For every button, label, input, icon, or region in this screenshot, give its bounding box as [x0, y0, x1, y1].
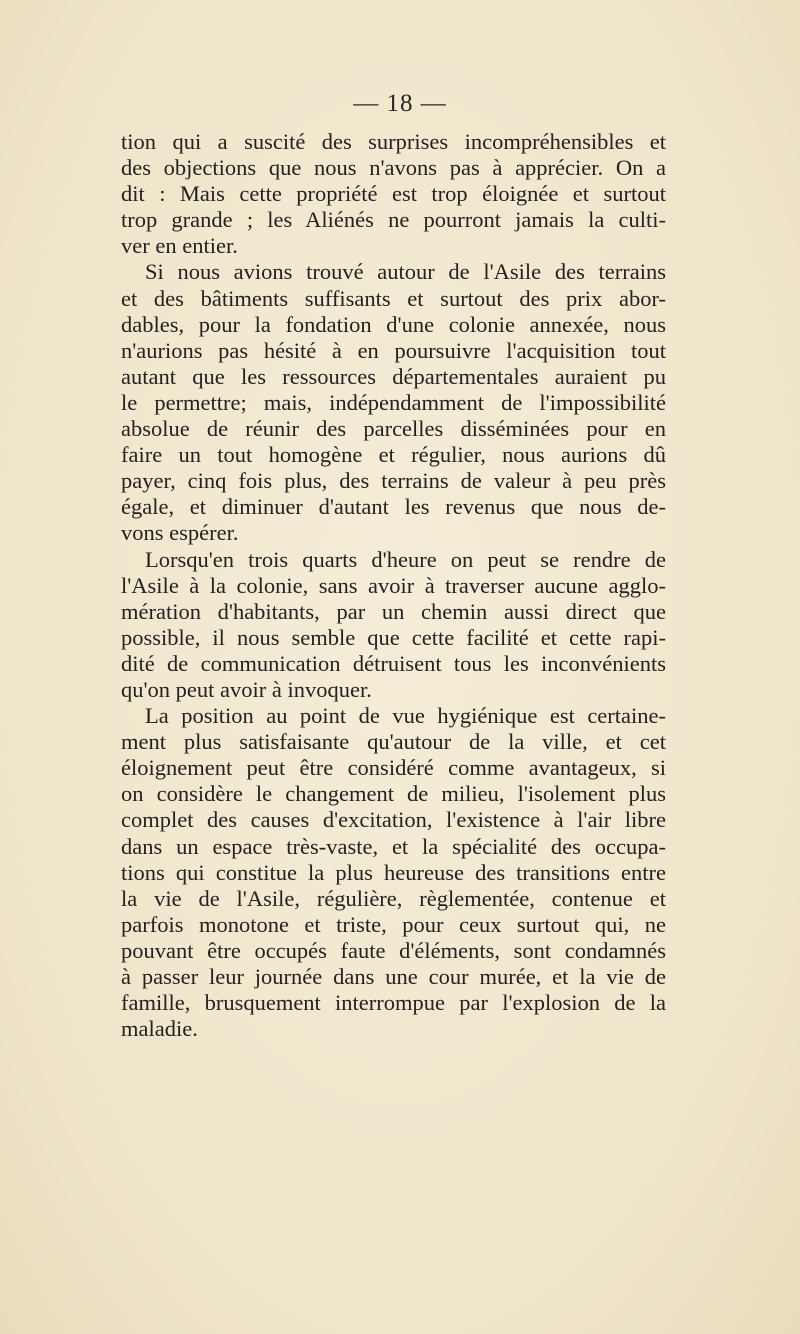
text-line: vons espérer. [121, 520, 239, 546]
text-line: trop grande ; les Aliénés ne pourront jamais la culti- [121, 207, 666, 233]
text-line: faire un tout homogène et régulier, nous aurions dû [121, 442, 666, 468]
text-line: la vie de l'Asile, régulière, règlementée, contenue et [121, 885, 666, 911]
text-line: le permettre; mais, indépendamment de l'impossibilité [121, 389, 666, 415]
text-line: ment plus satisfaisante qu'autour de la ville, et cet [121, 729, 666, 755]
text-line: possible, il nous semble que cette facilité et cette rapi- [121, 624, 666, 650]
text-line: complet des causes d'excitation, l'existence à l'air libre [121, 807, 666, 833]
text-line: dans un espace très-vaste, et la spécialité des occupa- [121, 833, 666, 859]
text-line: absolue de réunir des parcelles disséminées pour en [121, 416, 666, 442]
page-number: — 18 — [353, 90, 447, 117]
text-line: Si nous avions trouvé autour de l'Asile des terrains [145, 259, 666, 285]
text-line: éloignement peut être considéré comme avantageux, si [121, 755, 666, 781]
text-line: et des bâtiments suffisants et surtout des prix abor- [121, 285, 666, 311]
text-line: Lorsqu'en trois quarts d'heure on peut se rendre de [145, 546, 666, 572]
text-line: l'Asile à la colonie, sans avoir à traverser aucune agglo- [121, 572, 666, 598]
text-line: égale, et diminuer d'autant les revenus que nous de- [121, 494, 666, 520]
text-line: n'aurions pas hésité à en poursuivre l'acquisition tout [121, 337, 666, 363]
text-line: tions qui constitue la plus heureuse des transitions entre [121, 859, 666, 885]
text-line: maladie. [121, 1016, 198, 1042]
text-line: payer, cinq fois plus, des terrains de valeur à peu près [121, 468, 666, 494]
text-line: dit : Mais cette propriété est trop éloignée et surtout [121, 181, 666, 207]
text-line: autant que les ressources départementales auraient pu [121, 363, 666, 389]
text-line: tion qui a suscité des surprises incompréhensibles et [121, 129, 666, 154]
text-line: on considère le changement de milieu, l'isolement plus [121, 781, 666, 807]
text-line: pouvant être occupés faute d'éléments, sont condamnés [121, 937, 666, 963]
text-line: des objections que nous n'avons pas à apprécier. On a [121, 155, 666, 181]
body-text [121, 129, 666, 1042]
text-line: parfois monotone et triste, pour ceux surtout qui, ne [121, 911, 666, 937]
text-line: mération d'habitants, par un chemin aussi direct que [121, 598, 666, 624]
text-line: qu'on peut avoir à invoquer. [121, 676, 372, 702]
text-line: dables, pour la fondation d'une colonie annexée, nous [121, 311, 666, 337]
text-line: La position au point de vue hygiénique est certaine- [145, 703, 666, 729]
text-line: ver en entier. [121, 233, 238, 259]
text-line: dité de communication détruisent tous les inconvénients [121, 650, 666, 676]
text-line: à passer leur journée dans une cour murée, et la vie de [121, 964, 666, 989]
text-line: famille, brusquement interrompue par l'explosion de la [121, 990, 666, 1016]
